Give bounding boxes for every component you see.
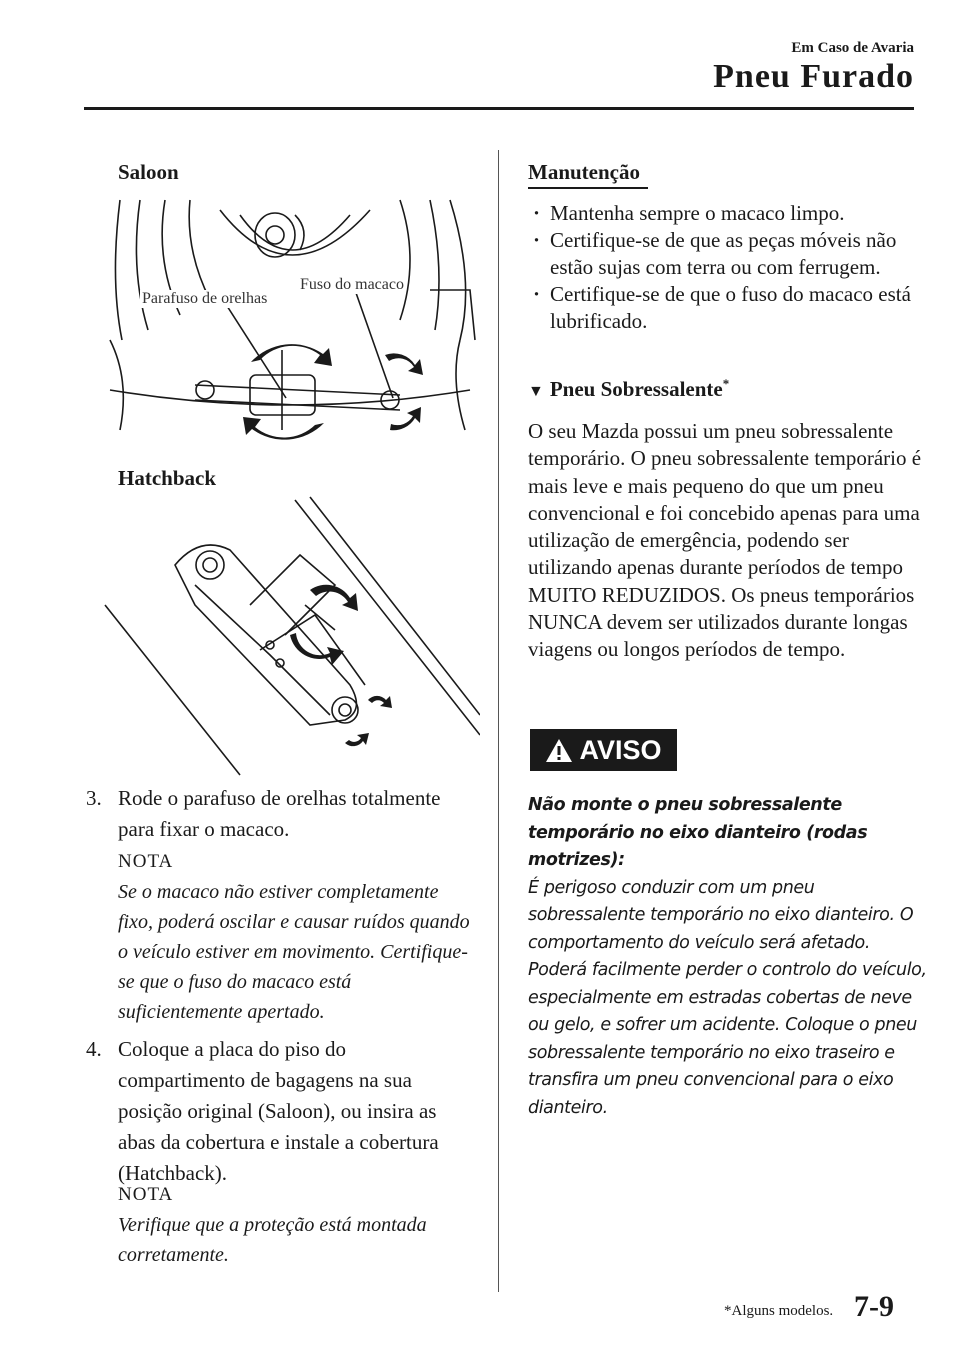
- note-2-title: NOTA: [118, 1184, 174, 1205]
- footnote: *Alguns modelos.: [724, 1303, 834, 1319]
- section-heading: [528, 376, 729, 402]
- warning-badge-label: AVISO: [579, 734, 662, 765]
- maintenance-heading-underline: [528, 187, 648, 189]
- page-title: Pneu Furado: [713, 58, 914, 95]
- header-rule: [84, 107, 914, 110]
- bullet-item: · Certifique-se de que as peças móveis não estão sujas com terra ou com ferrugem.: [533, 228, 897, 279]
- note-1-title: NOTA: [118, 851, 174, 872]
- section-title: Pneu Sobressalente: [549, 377, 723, 401]
- warning-badge: [530, 729, 677, 771]
- note-2-text: Verifique que a proteção está montada corretamente.: [118, 1214, 427, 1266]
- saloon-caption: Saloon: [118, 160, 179, 184]
- page-number: 7-9: [854, 1290, 894, 1323]
- note-1-text: Se o macaco não estiver completamente fixo, poderá oscilar e causar ruídos quando o veículo estiver em movimento. Certifique-se que o fuso do macaco está suficientemente apertado.: [118, 881, 470, 1023]
- saloon-jack-illustration: [100, 190, 480, 460]
- label-jack-spindle: Fuso do macaco: [300, 276, 404, 293]
- hatchback-jack-illustration: [100, 495, 480, 780]
- warning-title: Não monte o pneu sobressalente temporário no eixo dianteiro (rodas motrizes):: [528, 795, 868, 870]
- step-4-number: 4.: [86, 1037, 102, 1061]
- warning-text: É perigoso conduzir com um pneu sobressalente temporário no eixo dianteiro. O comportamento do veículo será afetado. Poderá facilmente perder o controlo do veículo, especialmente em estradas cobertas de neve ou gelo, e sofrer um acidente. Coloque o pneu sobressalente temporário no eixo traseiro e transfira um pneu convencional para o eixo dianteiro.: [528, 877, 927, 1118]
- label-wing-bolt: Parafuso de orelhas: [142, 290, 268, 307]
- step-3-text: Rode o parafuso de orelhas totalmente para fixar o macaco.: [118, 786, 441, 841]
- note-1: [118, 847, 478, 1027]
- section-mark: *: [722, 376, 730, 391]
- warning-icon: [545, 738, 573, 763]
- column-divider: [498, 150, 499, 1292]
- step-4-text: Coloque a placa do piso do compartimento de bagagens na sua posição original (Saloon), ou insira as abas da cobertura e instale a cobertura (Hatchback).: [118, 1037, 439, 1185]
- step-4: [86, 1034, 476, 1189]
- spare-tire-paragraph: O seu Mazda possui um pneu sobressalente temporário. O pneu sobressalente temporário é mais leve e mais pequeno do que um pneu convencional e foi concebido apenas para uma utilização de emergência, podendo ser utilizando apenas durante períodos de tempo MUITO REDUZIDOS. Os pneus temporários NUNCA devem ser utilizados durante longas viagens ou longos períodos de tempo.: [528, 419, 922, 662]
- bullet-item: · Certifique-se de que o fuso do macaco está lubrificado.: [533, 282, 911, 333]
- maintenance-bullets: [530, 200, 930, 335]
- hatchback-caption: Hatchback: [118, 466, 217, 490]
- note-2: [118, 1180, 478, 1270]
- triangle-down-icon: ▼: [528, 383, 544, 400]
- maintenance-heading: Manutenção: [528, 160, 640, 184]
- header-section: Em Caso de Avaria: [791, 40, 914, 56]
- step-3-number: 3.: [86, 786, 102, 810]
- step-3: [86, 783, 476, 845]
- warning-block: [528, 792, 928, 1122]
- bullet-item: · Mantenha sempre o macaco limpo.: [533, 201, 845, 225]
